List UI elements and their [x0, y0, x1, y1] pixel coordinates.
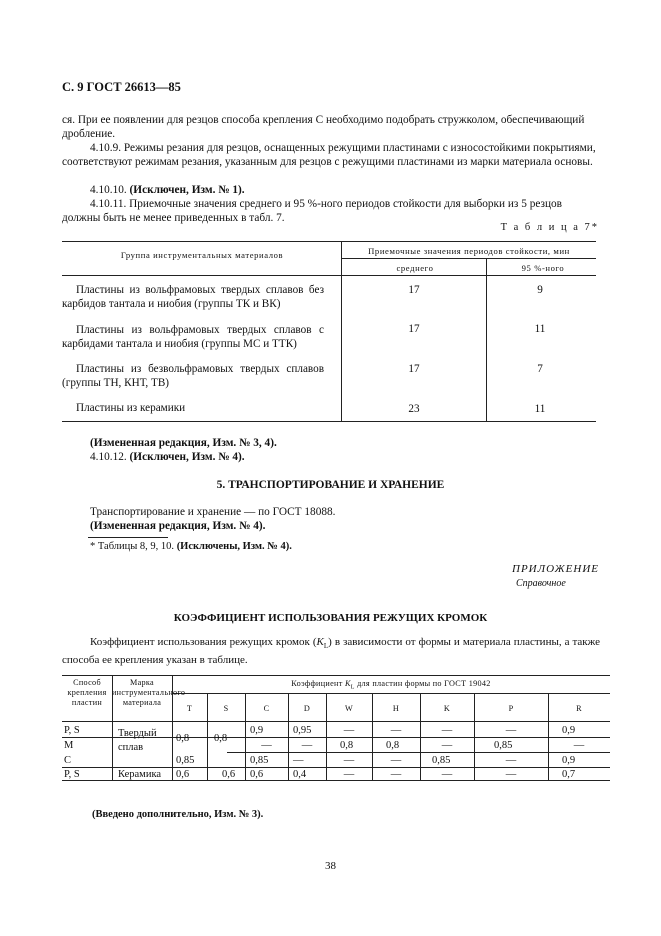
value-cell: 0,8 [340, 740, 354, 751]
grade-cell-hard: Твердый сплав [118, 728, 157, 753]
grade-cell-ceramic: Керамика [118, 769, 162, 780]
header-form: S [223, 704, 229, 713]
method-cell: C [64, 755, 72, 766]
table-row-mean: 23 [408, 403, 420, 415]
value-cell: — [505, 769, 517, 780]
table-bottom-border [62, 421, 596, 422]
value-cell: 0,85 [250, 755, 269, 766]
header-material-group: Группа инструментальных материалов [120, 250, 284, 260]
value-cell: — [343, 755, 355, 766]
table-row-name: Пластины из вольфрамовых твердых сплавов с карбидами тантала и ниобия (группы МС и ТТК) [62, 324, 324, 350]
value-cell: 0,9 [562, 725, 576, 736]
page-header: С. 9 ГОСТ 26613—85 [62, 80, 181, 94]
table-row-95: 11 [534, 323, 546, 335]
appendix-title: КОЭФФИЦИЕНТ ИСПОЛЬЗОВАНИЯ РЕЖУЩИХ КРОМОК [173, 612, 488, 624]
header-method: Способ крепления пластин [67, 678, 107, 707]
method-cell: P, S [64, 725, 80, 736]
header-mean: среднего [396, 263, 434, 273]
paragraph-number: 4.10.12. [90, 451, 127, 463]
section-text: Транспортирование и хранение — по ГОСТ 18088. [90, 506, 336, 518]
appendix-subtitle: Справочное [516, 578, 566, 589]
table-row-mean: 17 [408, 284, 420, 296]
value-cell: — [441, 740, 453, 751]
table-row-95: 11 [534, 403, 546, 415]
value-cell: — [390, 755, 402, 766]
value-cell: — [390, 725, 402, 736]
edit-note: (Измененная редакция, Изм. № 3, 4). [90, 437, 277, 449]
header-form: W [344, 704, 354, 713]
paragraph-4-10-11: 4.10.11. Приемочные значения среднего и 95 %-ного периодов стойкости для выборки из 5 резцов должны быть не менее приведенных в табл. 7. [62, 198, 562, 225]
section-title: 5. ТРАНСПОРТИРОВАНИЕ И ХРАНЕНИЕ [216, 479, 445, 491]
value-cell: — [505, 755, 517, 766]
method-cell: M [64, 740, 74, 751]
table-row-name: Пластины из безвольфрамовых твердых сплавов (группы ТН, КНТ, ТВ) [62, 363, 324, 389]
header-form: H [392, 704, 400, 713]
value-cell: — [505, 725, 517, 736]
header-acceptance-values: Приемочные значения периодов стойкости, мин [368, 246, 570, 256]
table-row-mean: 17 [408, 323, 420, 335]
appendix-note: (Введено дополнительно, Изм. № 3). [92, 809, 264, 820]
header-form: P [508, 704, 514, 713]
table-row-95: 7 [537, 363, 543, 375]
table-top-border [62, 241, 596, 242]
header-form: K [443, 704, 451, 713]
value-cell: 0,85 [494, 740, 513, 751]
paragraph-4-10-9: 4.10.9. Режимы резания для резцов, оснащенных режущими пластинами с износостойкими покрытиями, соответствуют режимам резания, указанным для резцов с режущими пластинами из марки материала основы. [62, 142, 596, 169]
value-cell: 0,8 [386, 740, 400, 751]
header-grade: Марка инструментального материала [112, 678, 186, 707]
footnote-rule [88, 537, 168, 538]
value-cell: 0,95 [293, 725, 312, 736]
value-cell: 0,9 [562, 755, 576, 766]
page-number: 38 [325, 860, 336, 872]
table-row-name: Пластины из керамики [76, 402, 186, 414]
excluded-note: (Исключен, Изм. № 4). [129, 451, 245, 463]
value-cell: 0,8 [214, 733, 228, 744]
method-cell: P, S [64, 769, 80, 780]
value-cell: — [343, 769, 355, 780]
value-cell: 0,6 [222, 769, 236, 780]
paragraph-number: 4.10.10. [90, 184, 127, 196]
value-cell: 0,7 [562, 769, 576, 780]
value-cell: — [441, 769, 453, 780]
value-cell: 0,9 [250, 725, 264, 736]
footnote-text: * Таблицы 8, 9, 10. [90, 541, 175, 552]
value-cell: 0,6 [250, 769, 264, 780]
coefficient-table [62, 675, 610, 780]
value-cell: 0,85 [176, 755, 195, 766]
section-edit-note: (Измененная редакция, Изм. № 4). [90, 520, 266, 532]
appendix-label: ПРИЛОЖЕНИЕ [512, 563, 599, 575]
value-cell: — [301, 740, 313, 751]
value-cell: 0,85 [432, 755, 451, 766]
value-cell: — [261, 740, 272, 751]
appendix-intro: Коэффициент использования режущих кромок $(K_L)$ в зависимости от формы и материала пластины, а также способа ее крепления указан в таблице. [62, 636, 600, 666]
paragraph-continuation: ся. При ее появлении для резцов способа крепления С необходимо подобрать стружколом, обеспечивающий дробление. [62, 114, 585, 141]
table-row-name: Пластины из вольфрамовых твердых сплавов без карбидов тантала и ниобия (группы ТК и ВК) [62, 284, 324, 310]
header-form: C [263, 704, 270, 713]
value-cell: — [441, 725, 453, 736]
value-cell: 0,6 [176, 769, 190, 780]
header-form: D [303, 704, 311, 713]
table-header-border [62, 275, 596, 276]
value-cell: — [573, 740, 585, 751]
paragraph-4-10-12 [90, 450, 245, 464]
table-7-label: Т а б л и ц а 7* [500, 222, 599, 233]
table-row-95: 9 [537, 284, 543, 296]
header-form: R [576, 704, 582, 713]
table-row-mean: 17 [408, 363, 420, 375]
header-95: 95 %-ного [521, 263, 565, 273]
footnote-note: (Исключены, Изм. № 4). [176, 541, 292, 552]
paragraph-4-10-10 [62, 183, 600, 197]
value-cell: — [390, 769, 402, 780]
value-cell: 0,8 [176, 733, 190, 744]
header-coefficient: Коэффициент $K_L$ для пластин формы по ГОСТ 19042 [291, 679, 491, 691]
footnote [90, 540, 292, 554]
value-cell: — [343, 725, 355, 736]
header-form: T [186, 704, 193, 713]
value-cell: — [293, 755, 304, 766]
excluded-note: (Исключен, Изм. № 1). [129, 184, 245, 196]
value-cell: 0,4 [293, 769, 307, 780]
